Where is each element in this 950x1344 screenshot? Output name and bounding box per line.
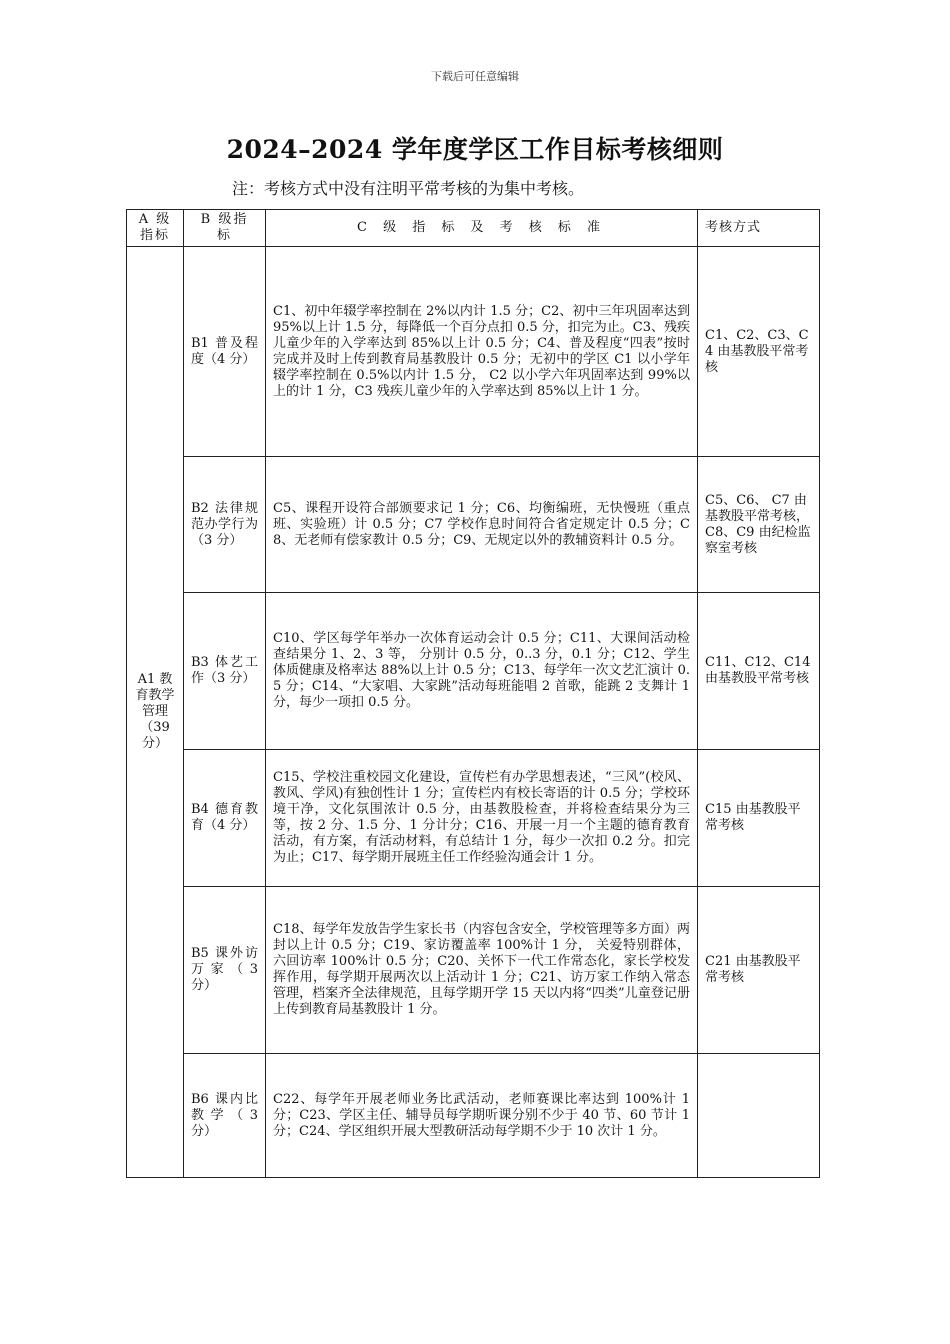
b2-method: C5、C6、 C7 由基教股平常考核，C8、C9 由纪检监察室考核 — [698, 457, 820, 593]
table-row-b2 — [127, 457, 820, 593]
b3-indicator: B3 体艺工作（3 分） — [184, 593, 266, 750]
b5-indicator: B5 课外访万家（3 分） — [184, 887, 266, 1054]
b1-indicator: B1 普及程度（4 分） — [184, 247, 266, 457]
b2-indicator: B2 法律规范办学行为（3 分） — [184, 457, 266, 593]
b2-criteria: C5、课程开设符合部颁要求记 1 分；C6、均衡编班，无快慢班（重点班、实验班）计 0.5 分；C7 学校作息时间符合省定规定计 0.5 分；C8、无老师有偿家教计 0.5 分；C9、无规定以外的教辅资料计 0.5 分。 — [266, 457, 698, 593]
a1-indicator-cell: A1 教育教学管理（39 分） — [127, 247, 184, 1178]
b6-criteria: C22、每学年开展老师业务比武活动，老师赛课比率达到 100%计 1 分；C23、学区主任、辅导员每学期听课分别不少于 40 节、60 节计 1 分；C24、学区组织开展大型教研活动每学期不少于 10 次计 1 分。 — [266, 1054, 698, 1178]
table-header-row — [127, 210, 820, 247]
header-b-level: B 级指 标 — [184, 210, 266, 247]
b3-method: C11、C12、C14 由基教股平常考核 — [698, 593, 820, 750]
header-method: 考核方式 — [698, 210, 820, 247]
b1-criteria: C1、初中年辍学率控制在 2%以内计 1.5 分；C2、初中三年巩固率达到 95%以上计 1.5 分，每降低一个百分点扣 0.5 分，扣完为止。C3、残疾儿童少年的入学率达到 85%以上计 0.5 分；C4、普及程度“四表”按时完成并及时上传到教育局基教股计 0.5 分；无初中的学区 C1 以小学年辍学率控制在 0.5%以内计 1.5 分， C2 以小学六年巩固率达到 99%以上的计 1 分，C3 残疾儿童少年的入学率达到 85%以上计 1 分。 — [266, 247, 698, 457]
header-a-level: A 级指标 — [127, 210, 184, 247]
page-title: 2024–2024 学年度学区工作目标考核细则 — [226, 135, 724, 164]
assessment-table — [126, 209, 820, 1178]
header-note: 下载后可任意编辑 — [431, 70, 519, 83]
b4-method: C15 由基教股平常考核 — [698, 750, 820, 887]
b6-method — [698, 1054, 820, 1178]
b5-method: C21 由基教股平常考核 — [698, 887, 820, 1054]
b6-indicator: B6 课内比教学（3 分） — [184, 1054, 266, 1178]
table-row-b1 — [127, 247, 820, 457]
b3-criteria: C10、学区每学年举办一次体育运动会计 0.5 分；C11、大课间活动检查结果分 1、2、3 等， 分别计 0.5 分，0..3 分，0.1 分；C12、学生体质健康及格率达 88%以上计 0.5 分；C13、每学年一次文艺汇演计 0.5 分；C14、“大家唱、大家跳”活动每班能唱 2 首歌，能跳 2 支舞计 1 分，每少一项扣 0.5 分。 — [266, 593, 698, 750]
b4-indicator: B4 德育教育（4 分） — [184, 750, 266, 887]
assessment-note: 注：考核方式中没有注明平常考核的为集中考核。 — [232, 179, 585, 198]
b5-criteria: C18、每学年发放告学生家长书（内容包含安全，学校管理等多方面）两封以上计 0.5 分；C19、家访覆盖率 100%计 1 分， 关爱特别群体， 六回访率 100%计 0.5 分；C20、关怀下一代工作常态化，家长学校发挥作用，每学期开展两次以上活动计 1 分；C21、访万家工作纳入常态管理，档案齐全法律规范，且每学期开学 15 天以内将“四类”儿童登记册上传到教育局基教股计 1 分。 — [266, 887, 698, 1054]
header-c-level: C 级 指 标 及 考 核 标 准 — [266, 210, 698, 247]
b1-method: C1、C2、C3、C4 由基教股平常考核 — [698, 247, 820, 457]
table-row-b6 — [127, 1054, 820, 1178]
b4-criteria: C15、学校注重校园文化建设，宣传栏有办学思想表述，“三风”(校风、教风、学风)有独创性计 1 分；宣传栏内有校长寄语的计 0.5 分；学校环境干净，文化氛围浓计 0.5 分，由基教股检查，并将检查结果分为三等，按 2 分、1.5 分、1 分计分；C16、开展一月一个主题的德育教育活动，有方案，有活动材料，有总结计 1 分，每少一次扣 0.2 分。扣完为止；C17、每学期开展班主任工作经验沟通会计 1 分。 — [266, 750, 698, 887]
table-row-b5 — [127, 887, 820, 1054]
table-row-b4 — [127, 750, 820, 887]
table-row-b3 — [127, 593, 820, 750]
